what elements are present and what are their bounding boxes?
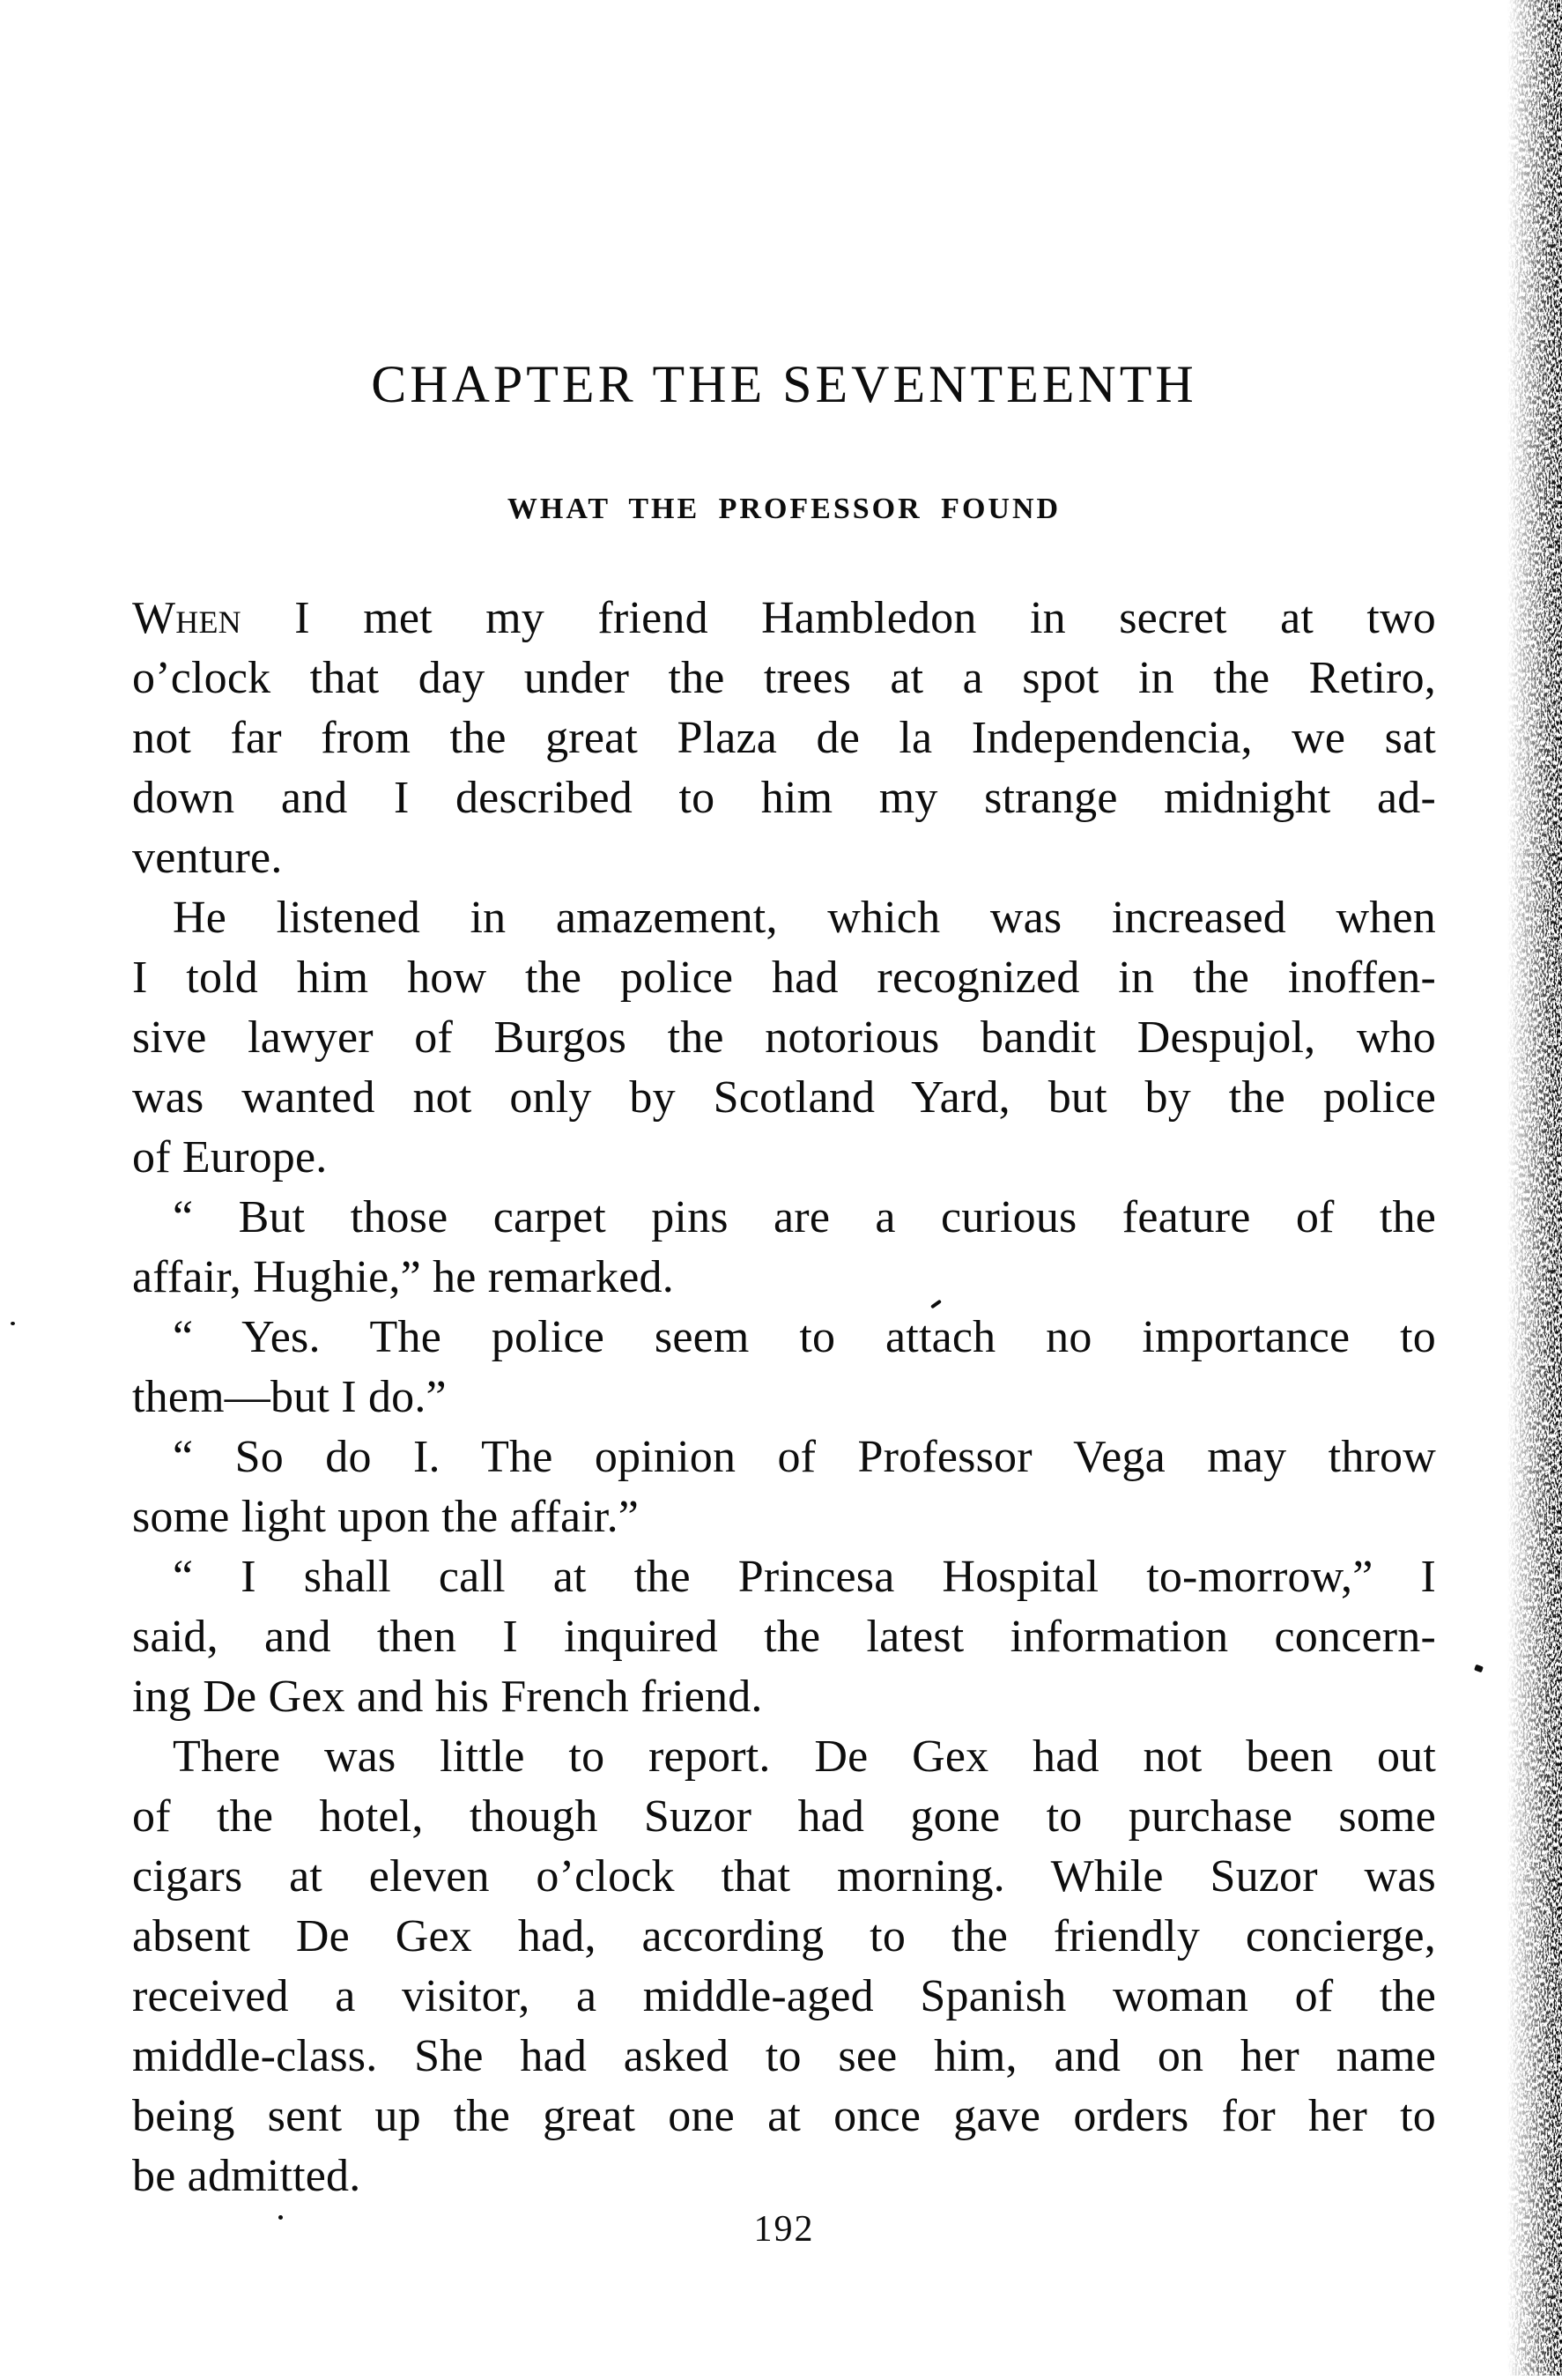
text-line: When I met my friend Hambledon in secret at two <box>132 593 1436 643</box>
text-line: “ So do I. The opinion of Professor Vega may throw <box>173 1432 1436 1482</box>
text-line: o’clock that day under the trees at a spot in the Retiro, <box>132 653 1436 703</box>
text-line: was wanted not only by Scotland Yard, but by the police <box>132 1072 1436 1123</box>
scan-speck <box>11 1322 15 1325</box>
scan-speck <box>1474 1665 1484 1673</box>
text-line: of Europe. <box>132 1132 328 1183</box>
section-title: WHAT THE PROFESSOR FOUND <box>507 493 1062 525</box>
text-line: “ Yes. The police seem to attach no importance to <box>173 1312 1436 1362</box>
text-line: affair, Hughie,” he remarked. <box>132 1252 674 1302</box>
text-line: “ But those carpet pins are a curious feature of the <box>173 1192 1436 1242</box>
text-line: being sent up the great one at once gave orders for her to <box>132 2091 1436 2141</box>
paragraph <box>132 1727 1436 2206</box>
lead-word: When <box>132 593 241 643</box>
text-line: received a visitor, a middle-aged Spanish woman of the <box>132 1971 1436 2021</box>
body-text <box>132 589 1436 2206</box>
text-line: I told him how the police had recognized in the inoffen- <box>132 953 1436 1003</box>
text-line: of the hotel, though Suzor had gone to purchase some <box>132 1791 1436 1842</box>
scan-noise-edge <box>1462 0 1562 2376</box>
page-number: 192 <box>753 2209 815 2250</box>
text-line: them—but I do.” <box>132 1372 447 1422</box>
text-line: There was little to report. De Gex had not been out <box>173 1731 1436 1782</box>
text-line: absent De Gex had, according to the friendly concierge, <box>132 1911 1436 1961</box>
text-line: not far from the great Plaza de la Independencia, we sat <box>132 713 1436 763</box>
text-line: sive lawyer of Burgos the notorious bandit Despujol, who <box>132 1012 1436 1063</box>
text-line: venture. <box>132 833 283 883</box>
paragraph <box>132 589 1436 888</box>
text-line: said, and then I inquired the latest information concern- <box>132 1612 1436 1662</box>
text-line: ing De Gex and his French friend. <box>132 1672 763 1722</box>
paragraph <box>132 1188 1436 1308</box>
text-line: down and I described to him my strange midnight ad- <box>132 773 1436 823</box>
text-line: cigars at eleven o’clock that morning. While Suzor was <box>132 1851 1436 1902</box>
text-line: be admitted. <box>132 2151 361 2201</box>
paragraph <box>132 1308 1436 1427</box>
text-line: middle-class. She had asked to see him, and on her name <box>132 2031 1436 2081</box>
chapter-title: CHAPTER THE SEVENTEENTH <box>371 355 1197 413</box>
text-line: He listened in amazement, which was increased when <box>173 893 1436 943</box>
paragraph <box>132 1427 1436 1547</box>
text-line: some light upon the affair.” <box>132 1492 640 1542</box>
paragraph <box>132 1547 1436 1727</box>
paragraph <box>132 888 1436 1188</box>
text-line: “ I shall call at the Princesa Hospital to-morrow,” I <box>173 1552 1436 1602</box>
